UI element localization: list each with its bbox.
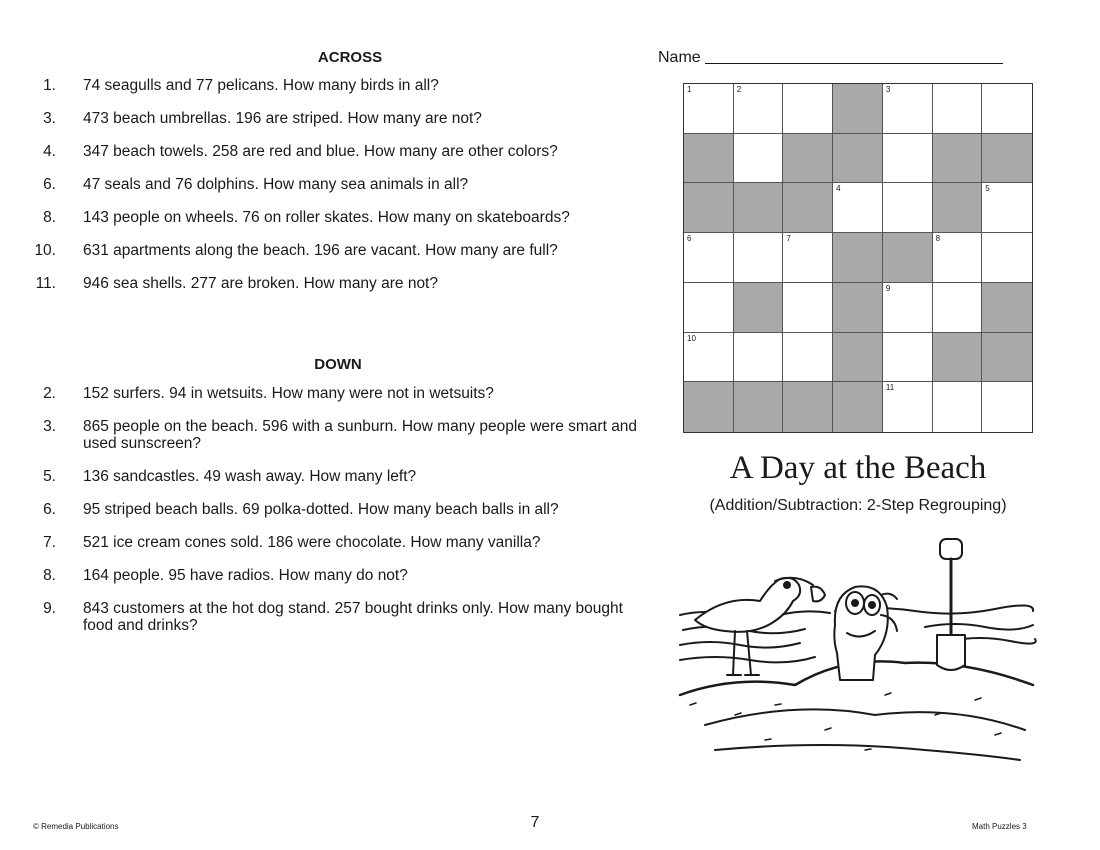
grid-cell-shaded [933, 333, 983, 383]
clue-text: 473 beach umbrellas. 196 are striped. How many are not? [83, 110, 482, 127]
clue-text: 74 seagulls and 77 pelicans. How many birds in all? [83, 77, 439, 94]
grid-cell[interactable] [982, 382, 1032, 432]
clue-text: 843 customers at the hot dog stand. 257 bought drinks only. How many bought food and drinks? [83, 600, 623, 634]
grid-cell[interactable] [684, 283, 734, 333]
grid-cell-shaded [833, 134, 883, 184]
down-heading: DOWN [314, 356, 362, 373]
across-clue-list [28, 77, 628, 292]
across-clue-8 [28, 209, 628, 226]
grid-cell[interactable] [734, 134, 784, 184]
clue-text: 521 ice cream cones sold. 186 were chocolate. How many vanilla? [83, 534, 541, 551]
across-clue-4 [28, 143, 628, 160]
crossword-grid [683, 83, 1033, 433]
clue-number: 4. [43, 143, 56, 160]
grid-cell-shaded [933, 183, 983, 233]
grid-cell[interactable] [684, 233, 734, 283]
grid-cell[interactable] [883, 382, 933, 432]
grid-cell-number: 10 [687, 333, 696, 343]
down-clue-5 [28, 468, 628, 485]
grid-cell-shaded [833, 283, 883, 333]
clue-text: 152 surfers. 94 in wetsuits. How many were not in wetsuits? [83, 385, 494, 402]
grid-cell-number: 1 [687, 85, 692, 94]
grid-cell-shaded [833, 382, 883, 432]
clue-number: 8. [43, 209, 56, 226]
clue-number: 9. [43, 600, 56, 617]
grid-cell-number: 7 [786, 234, 791, 244]
down-clue-list [28, 385, 638, 634]
grid-cell[interactable] [933, 283, 983, 333]
grid-cell-shaded [783, 183, 833, 233]
clue-number: 8. [43, 567, 56, 584]
clue-text: 865 people on the beach. 596 with a sunburn. How many people were smart and used sunscreen? [83, 418, 638, 452]
grid-cell-number: 5 [985, 184, 990, 194]
grid-cell[interactable] [783, 333, 833, 383]
grid-cell[interactable] [734, 333, 784, 383]
across-clue-10 [28, 242, 628, 259]
clue-number: 11. [35, 275, 56, 292]
grid-cell[interactable] [734, 84, 784, 134]
clue-number: 7. [43, 534, 56, 551]
grid-cell[interactable] [982, 233, 1032, 283]
clue-number: 3. [43, 418, 56, 435]
clue-text: 95 striped beach balls. 69 polka-dotted. How many beach balls in all? [83, 501, 559, 518]
clue-text: 143 people on wheels. 76 on roller skates. How many on skateboards? [83, 209, 570, 226]
across-clue-1 [28, 77, 628, 94]
clue-text: 946 sea shells. 277 are broken. How many are not? [83, 275, 438, 292]
grid-cell[interactable] [684, 84, 734, 134]
grid-cell-shaded [883, 233, 933, 283]
grid-cell-shaded [684, 382, 734, 432]
grid-cell[interactable] [982, 183, 1032, 233]
grid-cell[interactable] [833, 183, 883, 233]
grid-cell-shaded [833, 84, 883, 134]
down-clue-2 [28, 385, 628, 402]
grid-cell[interactable] [684, 333, 734, 383]
name-write-line[interactable] [705, 63, 1003, 64]
grid-cell[interactable] [883, 333, 933, 383]
grid-cell-number: 8 [935, 234, 941, 244]
beach-illustration-icon [675, 535, 1037, 770]
across-clue-3 [28, 110, 628, 127]
grid-cell-shaded [734, 382, 784, 432]
grid-cell-shaded [783, 382, 833, 432]
clue-number: 3. [43, 110, 56, 127]
clue-number: 6. [43, 176, 56, 193]
copyright-text: © Remedia Publications [33, 822, 119, 831]
across-clue-6 [28, 176, 628, 193]
clue-text: 347 beach towels. 258 are red and blue. How many are other colors? [83, 143, 558, 160]
clue-number: 2. [43, 385, 56, 402]
grid-cell-shaded [833, 233, 883, 283]
clue-number: 10. [34, 242, 56, 259]
grid-cell-shaded [734, 283, 784, 333]
series-name: Math Puzzles 3 [972, 822, 1027, 831]
grid-cell-shaded [684, 183, 734, 233]
grid-cell-shaded [982, 283, 1032, 333]
clue-text: 631 apartments along the beach. 196 are vacant. How many are full? [83, 242, 558, 259]
clue-text: 47 seals and 76 dolphins. How many sea animals in all? [83, 176, 469, 193]
grid-cell[interactable] [883, 283, 933, 333]
grid-cell[interactable] [734, 233, 784, 283]
grid-cell[interactable] [933, 84, 983, 134]
clue-number: 1. [43, 77, 56, 94]
grid-cell[interactable] [883, 134, 933, 184]
down-clue-9 [28, 600, 628, 634]
across-clue-11 [28, 275, 628, 292]
grid-cell-shaded [783, 134, 833, 184]
grid-cell-shaded [734, 183, 784, 233]
grid-cell[interactable] [783, 233, 833, 283]
grid-cell-number: 3 [885, 85, 891, 94]
grid-cell[interactable] [933, 233, 983, 283]
grid-cell[interactable] [883, 84, 933, 134]
clue-text: 164 people. 95 have radios. How many do not? [83, 567, 408, 584]
page-title: A Day at the Beach [729, 450, 987, 486]
down-clue-7 [28, 534, 628, 551]
clue-number: 5. [43, 468, 56, 485]
grid-cell-number: 9 [885, 283, 891, 293]
grid-cell-shaded [982, 134, 1032, 184]
grid-cell[interactable] [982, 84, 1032, 134]
clue-text: 136 sandcastles. 49 wash away. How many left? [83, 468, 417, 485]
grid-cell-shaded [684, 134, 734, 184]
down-clue-3 [28, 418, 638, 452]
page-number: 7 [530, 814, 540, 831]
page-subtitle: (Addition/Subtraction: 2-Step Regrouping) [709, 497, 1007, 514]
clue-number: 6. [43, 501, 56, 518]
grid-cell-shaded [833, 333, 883, 383]
name-label: Name [658, 49, 701, 66]
down-clue-8 [28, 567, 628, 584]
grid-cell-number: 11 [885, 383, 895, 393]
grid-cell[interactable] [933, 382, 983, 432]
grid-cell-number: 6 [687, 234, 692, 244]
down-clue-6 [28, 501, 628, 518]
grid-cell-shaded [933, 134, 983, 184]
grid-cell[interactable] [783, 283, 833, 333]
grid-cell-number: 2 [736, 85, 742, 94]
grid-cell-number: 4 [836, 184, 841, 194]
grid-cell[interactable] [783, 84, 833, 134]
across-heading: ACROSS [317, 49, 383, 66]
grid-cell[interactable] [883, 183, 933, 233]
grid-cell-shaded [982, 333, 1032, 383]
